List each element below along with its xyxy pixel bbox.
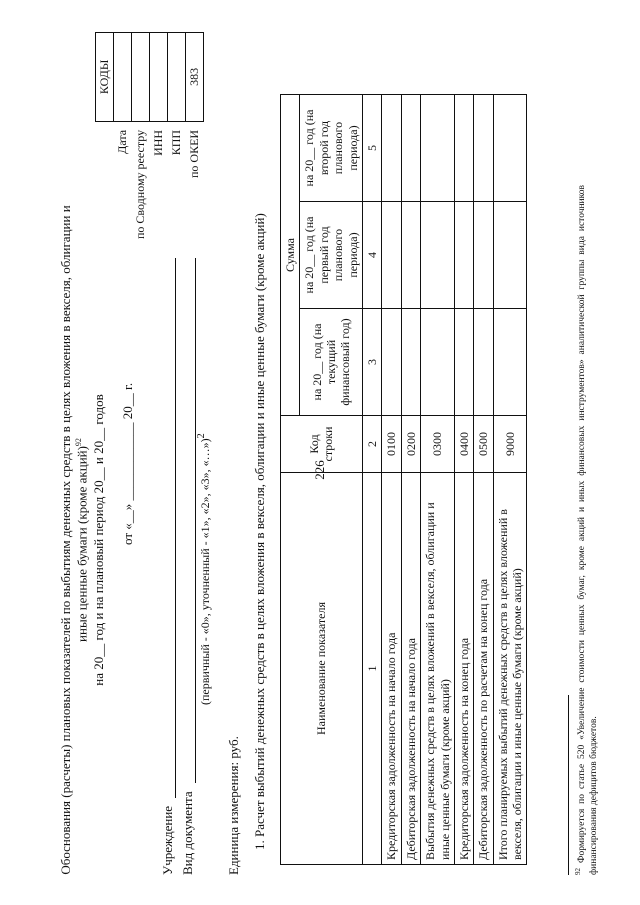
- footnote-divider: [568, 695, 569, 875]
- codes-value-kpp[interactable]: [168, 32, 186, 121]
- row-value-3[interactable]: [421, 95, 455, 202]
- row-value-3[interactable]: [474, 95, 493, 202]
- calculation-table: [280, 94, 527, 865]
- row-name: Дебиторская задолженность на начало года: [401, 473, 420, 865]
- row-code: 0100: [382, 416, 401, 473]
- codes-label-date: Дата: [115, 129, 129, 154]
- codes-header: КОДЫ: [96, 32, 114, 121]
- row-value-1[interactable]: [401, 309, 420, 416]
- title-footnote-ref: 92: [74, 438, 84, 447]
- codes-value-okei: 383: [186, 32, 204, 121]
- col-number-3: 3: [362, 309, 381, 416]
- row-value-1[interactable]: [493, 309, 527, 416]
- row-value-2[interactable]: [454, 202, 473, 309]
- doc-type-row: [180, 258, 196, 875]
- row-value-3[interactable]: [454, 95, 473, 202]
- row-name: Кредиторская задолженность на начало года: [382, 473, 401, 865]
- header-row-code: Код строки: [281, 416, 363, 473]
- row-name: Итого планируемых выбытий денежных средств в целях вложений в векселя, облигации и иные ценные бумаги (кроме акций): [493, 473, 527, 865]
- col-number-2: 2: [362, 416, 381, 473]
- codes-value-inn[interactable]: [150, 32, 168, 121]
- row-code: 9000: [493, 416, 527, 473]
- row-code: 0200: [401, 416, 420, 473]
- table-row: [401, 95, 420, 865]
- row-value-2[interactable]: [421, 202, 455, 309]
- row-name: Дебиторская задолженность по расчетам на конец года: [474, 473, 493, 865]
- footnote-number: 92: [574, 868, 582, 875]
- row-value-1[interactable]: [474, 309, 493, 416]
- codes-label-registry: по Сводному реестру: [133, 129, 147, 239]
- footnote: [574, 185, 601, 875]
- row-code: 0300: [421, 416, 455, 473]
- header-year-plan1: на 20__ год (на первый год планового периода): [300, 202, 363, 309]
- table-row: [382, 95, 401, 865]
- codes-table: [95, 32, 204, 245]
- codes-value-registry[interactable]: [132, 32, 150, 121]
- row-value-2[interactable]: [401, 202, 420, 309]
- header-indicator-name: Наименование показателя: [281, 473, 363, 865]
- row-value-3[interactable]: [493, 95, 527, 202]
- date-line: от «__» ____________ 20__ г.: [120, 382, 135, 545]
- col-number-1: 1: [362, 473, 381, 865]
- institution-label: Учреждение: [160, 805, 175, 875]
- institution-field[interactable]: [175, 258, 176, 798]
- row-value-2[interactable]: [474, 202, 493, 309]
- col-number-5: 5: [362, 95, 381, 202]
- table-row: [474, 95, 493, 865]
- doc-type-hint: (первичный - «0», уточненный - «1», «2», «3», «…»)$^2$: [196, 433, 212, 705]
- codes-label-kpp: КПП: [169, 129, 183, 156]
- doc-type-label: Вид документа: [180, 791, 195, 875]
- section-heading: 1. Расчет выбытий денежных средств в целях вложения в векселя, облигации и иные ценные бумаги (кроме акций): [252, 213, 267, 850]
- footnote-text: Формируется по статье 520 «Увеличение стоимости ценных бумаг, кроме акций и иных финансовых инструментов» аналитической группы вида источников финансирования дефицитов бюджетов.: [577, 184, 600, 875]
- unit-of-measure: Единица измерения: руб.: [226, 736, 241, 875]
- header-year-plan2: на 20__ год (на второй год планового периода): [300, 95, 363, 202]
- row-value-1[interactable]: [421, 309, 455, 416]
- row-value-1[interactable]: [382, 309, 401, 416]
- table-row: [493, 95, 527, 865]
- row-value-2[interactable]: [493, 202, 527, 309]
- row-value-2[interactable]: [382, 202, 401, 309]
- row-value-1[interactable]: [454, 309, 473, 416]
- form-title: [58, 205, 107, 875]
- row-code: 0500: [474, 416, 493, 473]
- row-name: Выбытия денежных средств в целях вложений в векселя, облигации и иные ценные бумаги (кроме акций): [421, 473, 455, 865]
- title-line2: на 20__ год и на плановый период 20__ и 20__ годов: [90, 394, 106, 686]
- col-number-4: 4: [362, 202, 381, 309]
- row-value-3[interactable]: [401, 95, 420, 202]
- header-year-current: на 20__ год (на текущий финансовый год): [300, 309, 363, 416]
- header-sum: Сумма: [281, 95, 300, 416]
- page-number: 226: [312, 460, 327, 480]
- row-code: 0400: [454, 416, 473, 473]
- codes-value-date[interactable]: [114, 32, 132, 121]
- table-row: [454, 95, 473, 865]
- table-row: [421, 95, 455, 865]
- title-line1: Обоснования (расчеты) плановых показателей по выбытиям денежных средств в целях вложения в векселя, облигации и иные ценные бумаги (кроме акций): [58, 205, 90, 875]
- codes-label-okei: по ОКЕИ: [187, 129, 201, 179]
- row-name: Кредиторская задолженность на конец года: [454, 473, 473, 865]
- codes-label-inn: ИНН: [151, 129, 165, 156]
- row-value-3[interactable]: [382, 95, 401, 202]
- institution-row: [160, 258, 176, 875]
